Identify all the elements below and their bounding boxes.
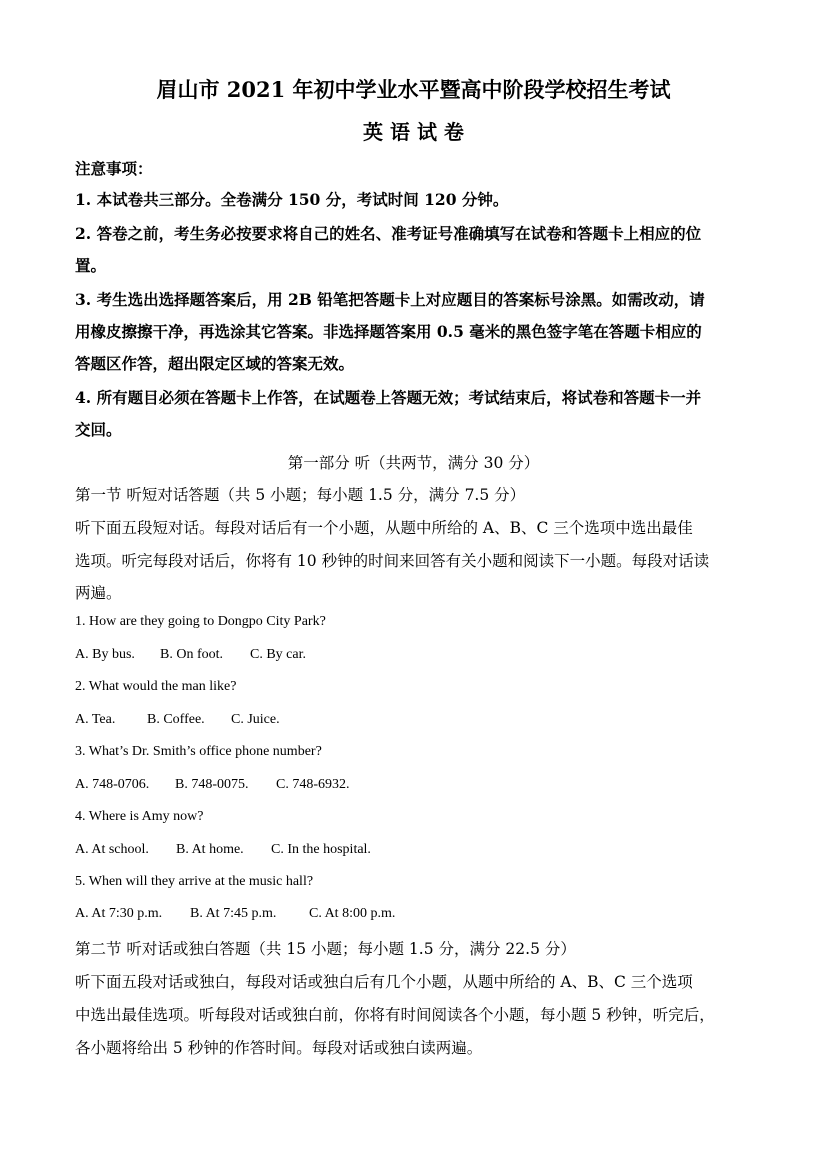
option-b: B. At 7:45 p.m. xyxy=(190,906,277,921)
note-line: 2. 答卷之前，考生务必按要求将自己的姓名、准考证号准确填写在试卷和答题卡上相应的位 xyxy=(75,224,702,243)
part1-heading: 第一部分 听（共两节，满分 30 分） xyxy=(287,454,540,472)
question-text: 4. Where is Amy now? xyxy=(75,809,204,824)
option-b: B. On foot. xyxy=(160,647,223,662)
section2-instruction: 听下面五段对话或独白，每段对话或独白后有几个小题，从题中所给的 A、B、C 三个选项 xyxy=(75,973,693,991)
notes-heading: 注意事项： xyxy=(75,159,153,178)
note-line: 用橡皮擦擦干净，再选涂其它答案。非选择题答案用 0.5 毫米的黑色签字笔在答题卡相应的 xyxy=(75,322,702,341)
option-a: A. At 7:30 p.m. xyxy=(75,906,163,921)
exam-title: 眉山市 2021 年初中学业水平暨高中阶段学校招生考试 xyxy=(156,77,671,102)
section2-instruction: 各小题将给出 5 秒钟的作答时间。每段对话或独白读两遍。 xyxy=(75,1039,483,1057)
note-line: 3. 考生选出选择题答案后，用 2B 铅笔把答题卡上对应题目的答案标号涂黑。如需改动，请 xyxy=(75,290,705,309)
question-text: 5. When will they arrive at the music hall? xyxy=(75,874,314,889)
question-text: 1. How are they going to Dongpo City Park? xyxy=(75,614,326,629)
option-c: C. In the hospital. xyxy=(271,842,371,857)
option-b: B. Coffee. xyxy=(147,712,205,727)
question-text: 3. What’s Dr. Smith’s office phone number? xyxy=(75,744,322,759)
section2-instruction: 中选出最佳选项。听每段对话或独白前，你将有时间阅读各个小题，每小题 5 秒钟，听完后， xyxy=(75,1006,715,1024)
section1-instruction: 听下面五段短对话。每段对话后有一个小题，从题中所给的 A、B、C 三个选项中选出最佳 xyxy=(75,519,693,537)
option-a: A. By bus. xyxy=(75,647,135,662)
section1-heading: 第一节 听短对话答题（共 5 小题；每小题 1.5 分，满分 7.5 分） xyxy=(75,486,526,504)
option-c: C. 748-6932. xyxy=(276,777,350,792)
note-line: 4. 所有题目必须在答题卡上作答，在试题卷上答题无效；考试结束后，将试卷和答题卡一并 xyxy=(75,388,702,407)
option-b: B. 748-0075. xyxy=(175,777,249,792)
option-c: C. Juice. xyxy=(231,712,280,727)
option-c: C. At 8:00 p.m. xyxy=(309,906,396,921)
section2-heading: 第二节 听对话或独白答题（共 15 小题；每小题 1.5 分，满分 22.5 分） xyxy=(75,940,576,958)
option-b: B. At home. xyxy=(176,842,244,857)
note-line: 置。 xyxy=(75,256,107,275)
option-c: C. By car. xyxy=(250,647,306,662)
note-line: 答题区作答，超出限定区域的答案无效。 xyxy=(75,354,355,373)
option-a: A. 748-0706. xyxy=(75,777,150,792)
exam-subtitle: 英 语 试 卷 xyxy=(363,120,464,144)
note-line: 交回。 xyxy=(75,420,122,439)
option-a: A. At school. xyxy=(75,842,149,857)
option-a: A. Tea. xyxy=(75,712,116,727)
question-text: 2. What would the man like? xyxy=(75,679,237,694)
note-line: 1. 本试卷共三部分。全卷满分 150 分，考试时间 120 分钟。 xyxy=(75,190,509,209)
section1-instruction: 选项。听完每段对话后，你将有 10 秒钟的时间来回答有关小题和阅读下一小题。每段对话读 xyxy=(75,552,710,570)
section1-instruction: 两遍。 xyxy=(75,584,122,602)
